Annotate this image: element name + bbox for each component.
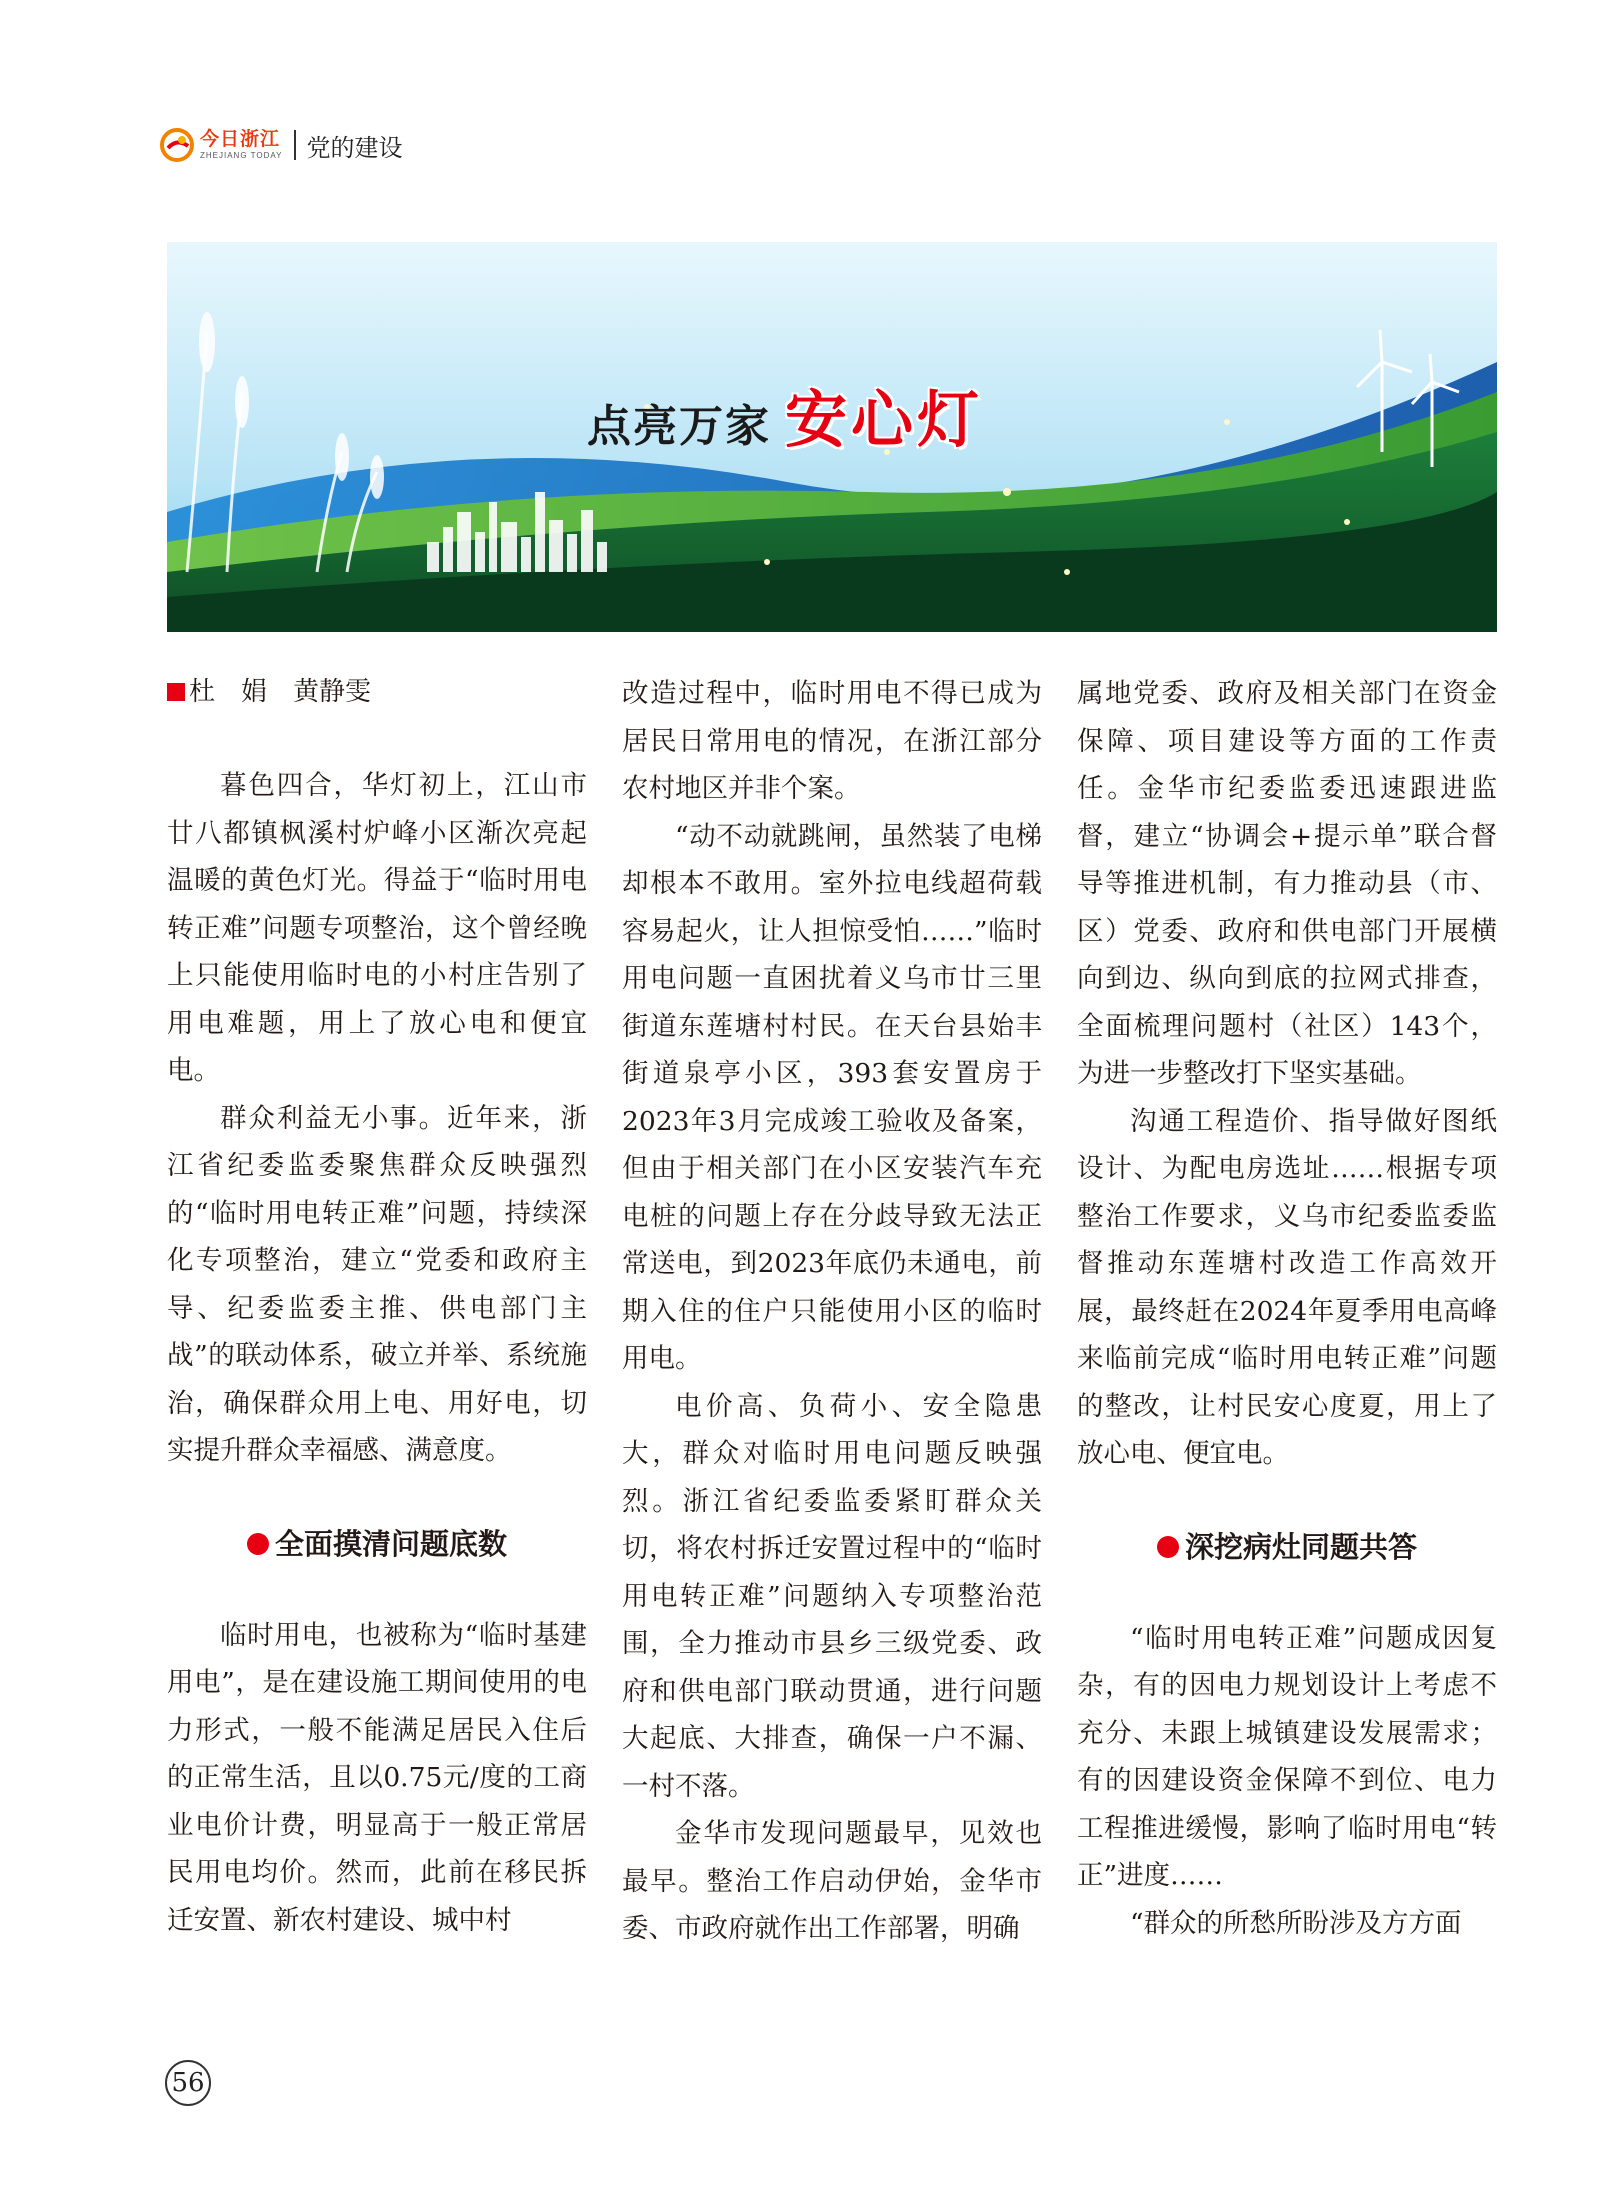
paragraph: 金华市发现问题最早，见效也最早。整治工作启动伊始，金华市委、市政府就作出工作部署，明确 <box>622 1818 1042 1944</box>
paragraph: 改造过程中，临时用电不得已成为居民日常用电的情况，在浙江部分农村地区并非个案。 <box>622 678 1042 804</box>
logo-cn: 今日浙江 <box>200 128 281 150</box>
logo-en: ZHEJIANG TODAY <box>200 151 283 160</box>
paragraph: 群众利益无小事。近年来，浙江省纪委监委聚焦群众反映强烈的“临时用电转正难”问题，持续深化专项整治，建立“党委和政府主导、纪委监委主推、供电部门主战”的联动体系，破立并举、系统施治，确保群众用上电、用好电，切实提升群众幸福感、满意度。 <box>167 1102 587 1466</box>
article-column-1 <box>167 670 587 1944</box>
article-column-3 <box>1077 670 1497 1947</box>
author-names: 杜 娟 黄静雯 <box>189 677 372 707</box>
subheading <box>1077 1500 1497 1595</box>
subheading <box>167 1497 587 1592</box>
banner-title-highlight: 安心灯 <box>785 383 984 456</box>
logo-text <box>200 130 282 160</box>
header-divider <box>294 130 296 160</box>
banner-illustration <box>167 242 1497 632</box>
paragraph: 临时用电，也被称为“临时基建用电”，是在建设施工期间使用的电力形式，一般不能满足居民入住后的正常生活，且以0.75元/度的工商业电价计费，明显高于一般正常居民用电均价。然而，此前在移民拆迁安置、新农村建设、城中村 <box>167 1619 587 1936</box>
red-dot-icon <box>1157 1536 1179 1558</box>
red-square-icon <box>167 683 185 701</box>
paragraph: “群众的所愁所盼涉及方方面 <box>1130 1907 1462 1939</box>
paragraph: 电价高、负荷小、安全隐患大，群众对临时用电问题反映强烈。浙江省纪委监委紧盯群众关切，将农村拆迁安置过程中的“临时用电转正难”问题纳入专项整治范围，全力推动市县乡三级党委、政府和供电部门联动贯通，进行问题大起底、大排查，确保一户不漏、一村不落。 <box>622 1390 1042 1802</box>
banner-title <box>587 370 983 459</box>
paragraph: “临时用电转正难”问题成因复杂，有的因电力规划设计上考虑不充分、未跟上城镇建设发展需求；有的因建设资金保障不到位、电力工程推进缓慢，影响了临时用电“转正”进度…… <box>1077 1622 1497 1891</box>
paragraph: 属地党委、政府及相关部门在资金保障、项目建设等方面的工作责任。金华市纪委监委迅速跟进监督，建立“协调会+提示单”联合督导等推进机制，有力推动县（市、区）党委、政府和供电部门开展横向到边、纵向到底的拉网式排查，全面梳理问题村（社区）143个，为进一步整改打下坚实基础。 <box>1077 678 1497 1089</box>
section-title: 党的建设 <box>306 133 403 162</box>
subheading-text: 深挖病灶同题共答 <box>1184 1529 1417 1564</box>
paragraph: 沟通工程造价、指导做好图纸设计、为配电房选址……根据专项整治工作要求，义乌市纪委监委监督推动东莲塘村改造工作高效开展，最终赶在2024年夏季用电高峰来临前完成“临时用电转正难”问题的整改，让村民安心度夏，用上了放心电、便宜电。 <box>1077 1105 1497 1469</box>
article-column-2 <box>622 670 1042 1953</box>
paragraph: 暮色四合，华灯初上，江山市廿八都镇枫溪村炉峰小区渐次亮起温暖的黄色灯光。得益于“临时用电转正难”问题专项整治，这个曾经晚上只能使用临时电的小村庄告别了用电难题，用上了放心电和便宜电。 <box>167 770 587 1086</box>
red-dot-icon <box>247 1533 269 1555</box>
zhejiang-today-logo-icon <box>160 128 194 162</box>
byline <box>167 670 587 714</box>
page-number: 56 <box>165 2060 211 2106</box>
banner-title-main: 点亮万家 <box>587 401 771 452</box>
page-header <box>160 120 402 170</box>
paragraph: “动不动就跳闸，虽然装了电梯却根本不敢用。室外拉电线超荷载容易起火，让人担惊受怕……”临时用电问题一直困扰着义乌市廿三里街道东莲塘村村民。在天台县始丰街道泉亭小区，393套安置房于2023年3月完成竣工验收及备案，但由于相关部门在小区安装汽车充电桩的问题上存在分歧导致无法正常送电，到2023年底仍未通电，前期入住的住户只能使用小区的临时用电。 <box>622 820 1042 1374</box>
subheading-text: 全面摸清问题底数 <box>274 1526 507 1561</box>
